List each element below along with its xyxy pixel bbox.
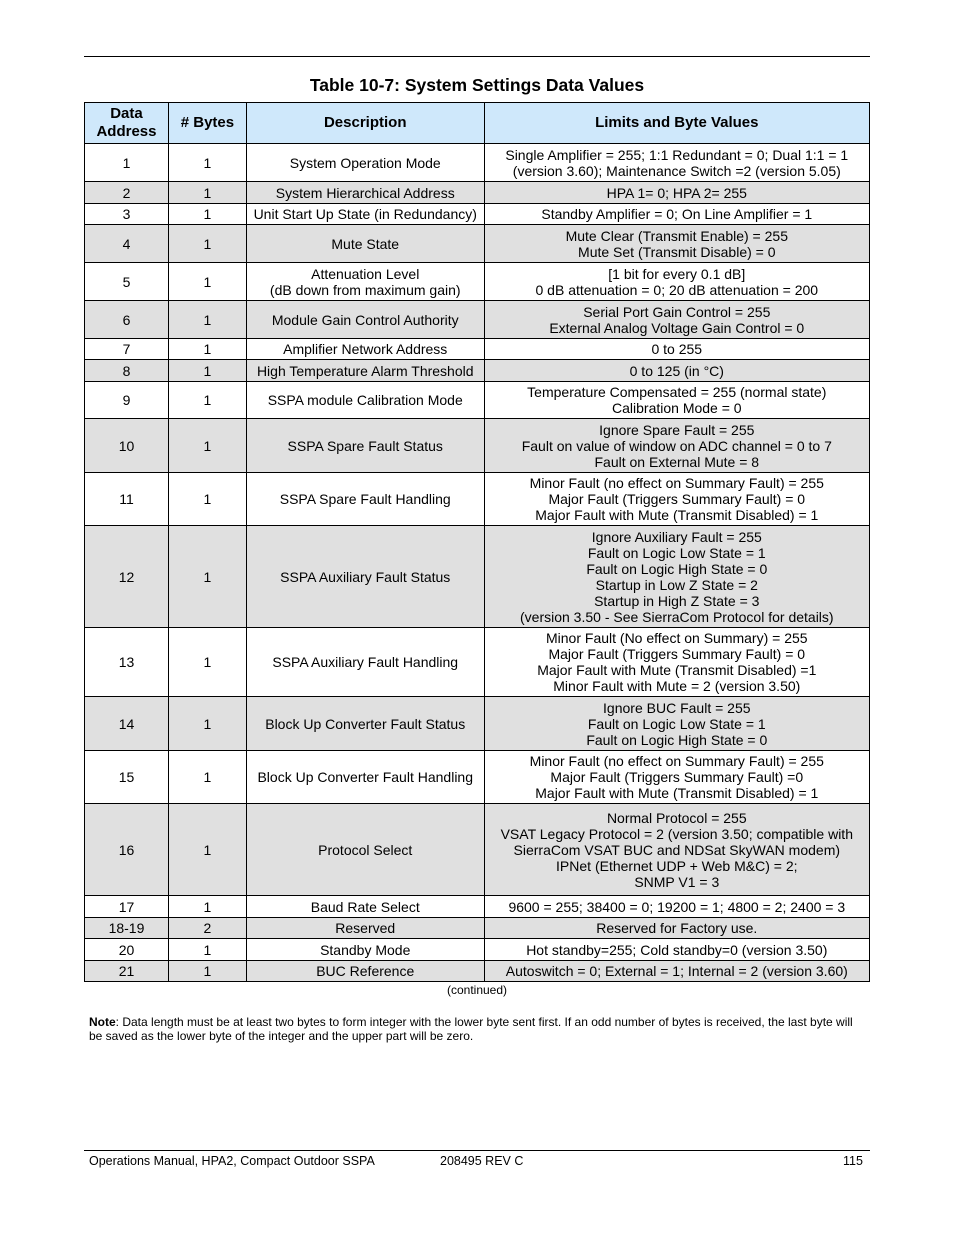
table-row bbox=[85, 804, 870, 896]
cell-data-address: 4 bbox=[85, 225, 169, 263]
system-settings-table bbox=[84, 102, 870, 982]
cell-description: Attenuation Level (dB down from maximum gain) bbox=[246, 263, 484, 301]
header-limits: Limits and Byte Values bbox=[484, 103, 869, 144]
cell-limits: HPA 1= 0; HPA 2= 255 bbox=[484, 182, 869, 204]
cell-description: Baud Rate Select bbox=[246, 896, 484, 918]
table-body bbox=[85, 144, 870, 982]
cell-limits: [1 bit for every 0.1 dB] 0 dB attenuation = 0; 20 dB attenuation = 200 bbox=[484, 263, 869, 301]
table-row bbox=[85, 939, 870, 961]
table-row bbox=[85, 182, 870, 204]
cell-bytes: 1 bbox=[168, 939, 246, 961]
table-row bbox=[85, 144, 870, 182]
cell-bytes: 1 bbox=[168, 204, 246, 225]
cell-data-address: 8 bbox=[85, 360, 169, 382]
cell-data-address: 6 bbox=[85, 301, 169, 339]
cell-description: Module Gain Control Authority bbox=[246, 301, 484, 339]
cell-description: Block Up Converter Fault Handling bbox=[246, 751, 484, 804]
cell-data-address: 21 bbox=[85, 961, 169, 982]
cell-data-address: 20 bbox=[85, 939, 169, 961]
footer-manual-title: Operations Manual, HPA2, Compact Outdoor SSPA bbox=[89, 1154, 375, 1168]
cell-data-address: 13 bbox=[85, 628, 169, 697]
cell-data-address: 12 bbox=[85, 526, 169, 628]
cell-limits: Standby Amplifier = 0; On Line Amplifier = 1 bbox=[484, 204, 869, 225]
cell-bytes: 1 bbox=[168, 339, 246, 360]
cell-description: Standby Mode bbox=[246, 939, 484, 961]
cell-description: Reserved bbox=[246, 918, 484, 939]
table-row bbox=[85, 526, 870, 628]
table-row bbox=[85, 961, 870, 982]
header-rule bbox=[84, 56, 870, 57]
cell-data-address: 14 bbox=[85, 697, 169, 751]
cell-limits: Serial Port Gain Control = 255 External Analog Voltage Gain Control = 0 bbox=[484, 301, 869, 339]
cell-description: Unit Start Up State (in Redundancy) bbox=[246, 204, 484, 225]
cell-data-address: 2 bbox=[85, 182, 169, 204]
cell-bytes: 1 bbox=[168, 961, 246, 982]
cell-bytes: 1 bbox=[168, 263, 246, 301]
cell-limits: Autoswitch = 0; External = 1; Internal = 2 (version 3.60) bbox=[484, 961, 869, 982]
cell-description: BUC Reference bbox=[246, 961, 484, 982]
cell-limits: 0 to 125 (in °C) bbox=[484, 360, 869, 382]
table-row bbox=[85, 419, 870, 473]
table-row bbox=[85, 697, 870, 751]
cell-limits: Ignore Auxiliary Fault = 255 Fault on Logic Low State = 1 Fault on Logic High State = 0 Startup in Low Z State = 2 Startup in High Z State = 3 (version 3.50 - See SierraCom Protocol for details) bbox=[484, 526, 869, 628]
cell-data-address: 11 bbox=[85, 473, 169, 526]
table-row bbox=[85, 628, 870, 697]
cell-data-address: 16 bbox=[85, 804, 169, 896]
cell-bytes: 1 bbox=[168, 751, 246, 804]
cell-bytes: 1 bbox=[168, 182, 246, 204]
cell-limits: Minor Fault (no effect on Summary Fault) = 255 Major Fault (Triggers Summary Fault) =0 Major Fault with Mute (Transmit Disabled) = 1 bbox=[484, 751, 869, 804]
continued-label: (continued) bbox=[446, 983, 508, 997]
table-row bbox=[85, 225, 870, 263]
header-description: Description bbox=[246, 103, 484, 144]
cell-data-address: 17 bbox=[85, 896, 169, 918]
cell-bytes: 1 bbox=[168, 628, 246, 697]
cell-limits: Minor Fault (No effect on Summary) = 255 Major Fault (Triggers Summary Fault) = 0 Major Fault with Mute (Transmit Disabled) =1 Minor Fault with Mute = 2 (version 3.50) bbox=[484, 628, 869, 697]
cell-description: System Operation Mode bbox=[246, 144, 484, 182]
footer-page-number: 115 bbox=[843, 1154, 863, 1168]
cell-bytes: 1 bbox=[168, 301, 246, 339]
cell-limits: Single Amplifier = 255; 1:1 Redundant = 0; Dual 1:1 = 1 (version 3.60); Maintenance Switch =2 (version 5.05) bbox=[484, 144, 869, 182]
cell-bytes: 1 bbox=[168, 473, 246, 526]
table-header-row bbox=[85, 103, 870, 144]
cell-data-address: 3 bbox=[85, 204, 169, 225]
cell-data-address: 15 bbox=[85, 751, 169, 804]
cell-bytes: 1 bbox=[168, 225, 246, 263]
cell-bytes: 1 bbox=[168, 382, 246, 419]
cell-description: SSPA Auxiliary Fault Status bbox=[246, 526, 484, 628]
cell-description: System Hierarchical Address bbox=[246, 182, 484, 204]
table-row bbox=[85, 382, 870, 419]
table-row bbox=[85, 301, 870, 339]
table-row bbox=[85, 473, 870, 526]
cell-limits: Hot standby=255; Cold standby=0 (version 3.50) bbox=[484, 939, 869, 961]
cell-bytes: 1 bbox=[168, 360, 246, 382]
table-row bbox=[85, 360, 870, 382]
cell-limits: Minor Fault (no effect on Summary Fault) = 255 Major Fault (Triggers Summary Fault) = 0 Major Fault with Mute (Transmit Disabled) = 1 bbox=[484, 473, 869, 526]
table-row bbox=[85, 896, 870, 918]
cell-data-address: 1 bbox=[85, 144, 169, 182]
cell-bytes: 1 bbox=[168, 896, 246, 918]
header-bytes: # Bytes bbox=[168, 103, 246, 144]
cell-data-address: 7 bbox=[85, 339, 169, 360]
header-data-address: Data Address bbox=[85, 103, 169, 144]
cell-description: Protocol Select bbox=[246, 804, 484, 896]
cell-bytes: 2 bbox=[168, 918, 246, 939]
note-label: Note bbox=[89, 1015, 116, 1029]
cell-description: Amplifier Network Address bbox=[246, 339, 484, 360]
cell-limits: Ignore Spare Fault = 255 Fault on value of window on ADC channel = 0 to 7 Fault on External Mute = 8 bbox=[484, 419, 869, 473]
cell-limits: 9600 = 255; 38400 = 0; 19200 = 1; 4800 = 2; 2400 = 3 bbox=[484, 896, 869, 918]
cell-bytes: 1 bbox=[168, 697, 246, 751]
footer-rule bbox=[84, 1150, 870, 1151]
cell-description: High Temperature Alarm Threshold bbox=[246, 360, 484, 382]
cell-limits: Temperature Compensated = 255 (normal state) Calibration Mode = 0 bbox=[484, 382, 869, 419]
table-caption: Table 10-7: System Settings Data Values bbox=[309, 75, 645, 95]
cell-bytes: 1 bbox=[168, 526, 246, 628]
cell-data-address: 10 bbox=[85, 419, 169, 473]
cell-limits: Mute Clear (Transmit Enable) = 255 Mute Set (Transmit Disable) = 0 bbox=[484, 225, 869, 263]
cell-data-address: 9 bbox=[85, 382, 169, 419]
cell-description: SSPA Spare Fault Handling bbox=[246, 473, 484, 526]
cell-limits: Normal Protocol = 255 VSAT Legacy Protocol = 2 (version 3.50; compatible with SierraCom VSAT BUC and NDSat SkyWAN modem) IPNet (Ethernet UDP + Web M&C) = 2; SNMP V1 = 3 bbox=[484, 804, 869, 896]
cell-limits: Ignore BUC Fault = 255 Fault on Logic Low State = 1 Fault on Logic High State = 0 bbox=[484, 697, 869, 751]
cell-data-address: 5 bbox=[85, 263, 169, 301]
cell-description: Mute State bbox=[246, 225, 484, 263]
cell-description: SSPA Auxiliary Fault Handling bbox=[246, 628, 484, 697]
cell-bytes: 1 bbox=[168, 419, 246, 473]
cell-data-address: 18-19 bbox=[85, 918, 169, 939]
table-row bbox=[85, 918, 870, 939]
cell-description: SSPA module Calibration Mode bbox=[246, 382, 484, 419]
cell-limits: Reserved for Factory use. bbox=[484, 918, 869, 939]
table-row bbox=[85, 204, 870, 225]
cell-description: Block Up Converter Fault Status bbox=[246, 697, 484, 751]
note-text: : Data length must be at least two bytes to form integer with the lower byte sent first. If an odd number of bytes is received, the last byte will be saved as the lower byte of the integer and the upper part will be zero. bbox=[89, 1015, 853, 1043]
table-row bbox=[85, 339, 870, 360]
cell-limits: 0 to 255 bbox=[484, 339, 869, 360]
footer-doc-number: 208495 REV C bbox=[440, 1154, 524, 1168]
table-row bbox=[85, 263, 870, 301]
cell-bytes: 1 bbox=[168, 144, 246, 182]
cell-description: SSPA Spare Fault Status bbox=[246, 419, 484, 473]
table-row bbox=[85, 751, 870, 804]
cell-bytes: 1 bbox=[168, 804, 246, 896]
note-paragraph bbox=[89, 1015, 865, 1043]
